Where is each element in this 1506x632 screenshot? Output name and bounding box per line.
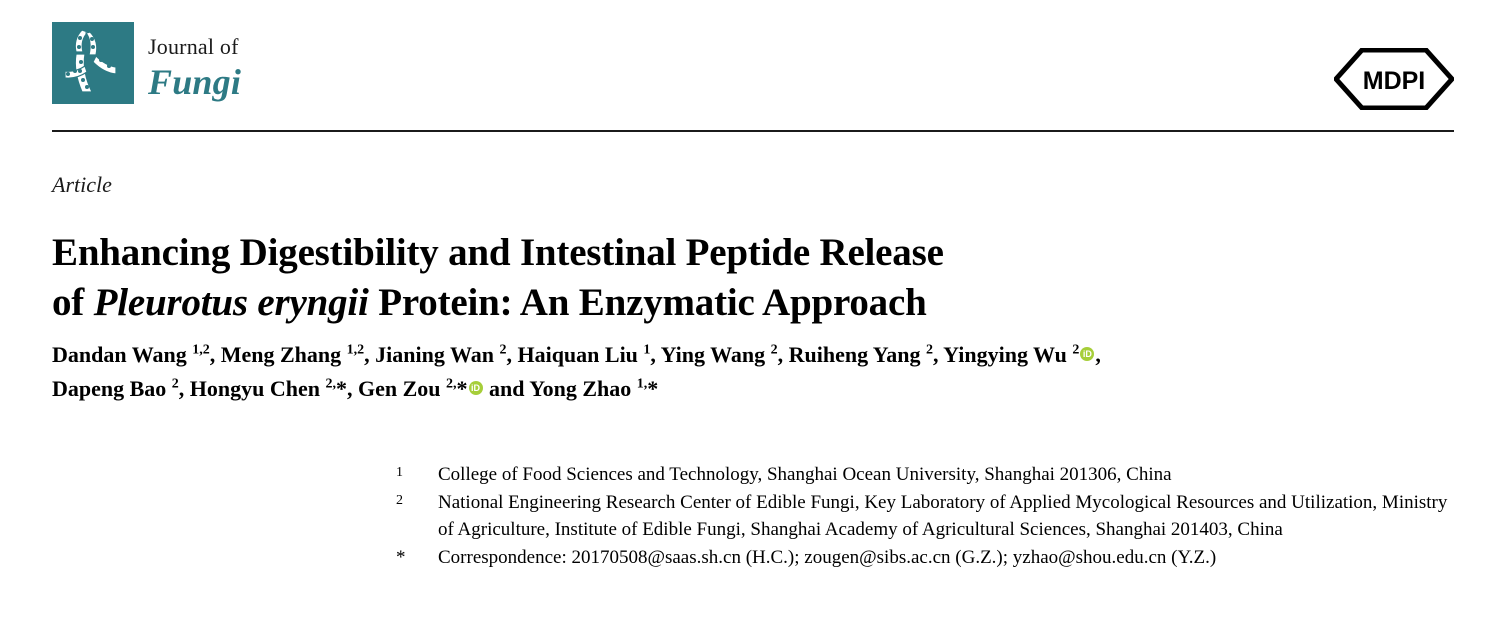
orcid-icon[interactable]: iD: [1080, 347, 1094, 361]
journal-title-line2: Fungi: [148, 62, 242, 102]
affiliation-text: College of Food Sciences and Technology, Shanghai Ocean University, Shanghai 201306, China: [438, 464, 1172, 485]
page-header: [52, 22, 1454, 130]
affiliation-list: [396, 462, 1466, 573]
correspondence-text[interactable]: Correspondence: 20170508@saas.sh.cn (H.C.); zougen@sibs.ac.cn (G.Z.); yzhao@shou.edu.cn (Y.Z.): [438, 546, 1217, 568]
journal-title-line1: Journal of: [148, 34, 239, 59]
svg-text:MDPI: MDPI: [1362, 67, 1426, 95]
correspondence-item: [396, 545, 1466, 572]
fungi-logo-icon: [52, 22, 134, 104]
affiliation-marker: 2: [396, 492, 403, 508]
title-species-name: Pleurotus eryngii: [93, 281, 369, 325]
author-line-2: Dapeng Bao $^2$, Hongyu Chen $^{2,}$*, Gen Zou $^{2,}$* iD and Yong Zhao $^{1,}$*: [52, 376, 659, 402]
page-title: [52, 228, 1382, 328]
author-list: [52, 338, 1452, 406]
article-type-label: Article: [52, 172, 112, 197]
author-line-1: Dandan Wang $^{1,2}$, Meng Zhang $^{1,2}$, Jianing Wan $^2$, Haiquan Liu $^1$, Ying Wang $^2$, Ruiheng Yang $^2$, Yingying Wu $^2$ iD ,: [52, 342, 1101, 367]
title-line-2-prefix: of: [52, 281, 94, 325]
orcid-icon[interactable]: iD: [469, 381, 483, 395]
header-divider: [52, 130, 1454, 132]
affiliation-item: [396, 462, 1466, 489]
journal-logo: [52, 22, 241, 104]
affiliation-text: National Engineering Research Center of Edible Fungi, Key Laboratory of Applied Mycological Resources and Utilization, Ministry of Agriculture, Institute of Edible Fungi, Shanghai Academy of Agricultural Sciences, Shanghai 201403, China: [438, 491, 1448, 540]
title-line-1: Enhancing Digestibility and Intestinal Peptide Release: [52, 231, 944, 275]
correspondence-marker: *: [396, 546, 406, 568]
journal-title: [148, 22, 241, 100]
affiliation-marker: 1: [396, 465, 403, 480]
title-line-2-suffix: Protein: An Enzymatic Approach: [368, 281, 927, 325]
mdpi-logo-icon: [1334, 48, 1454, 110]
affiliation-item: [396, 490, 1466, 544]
